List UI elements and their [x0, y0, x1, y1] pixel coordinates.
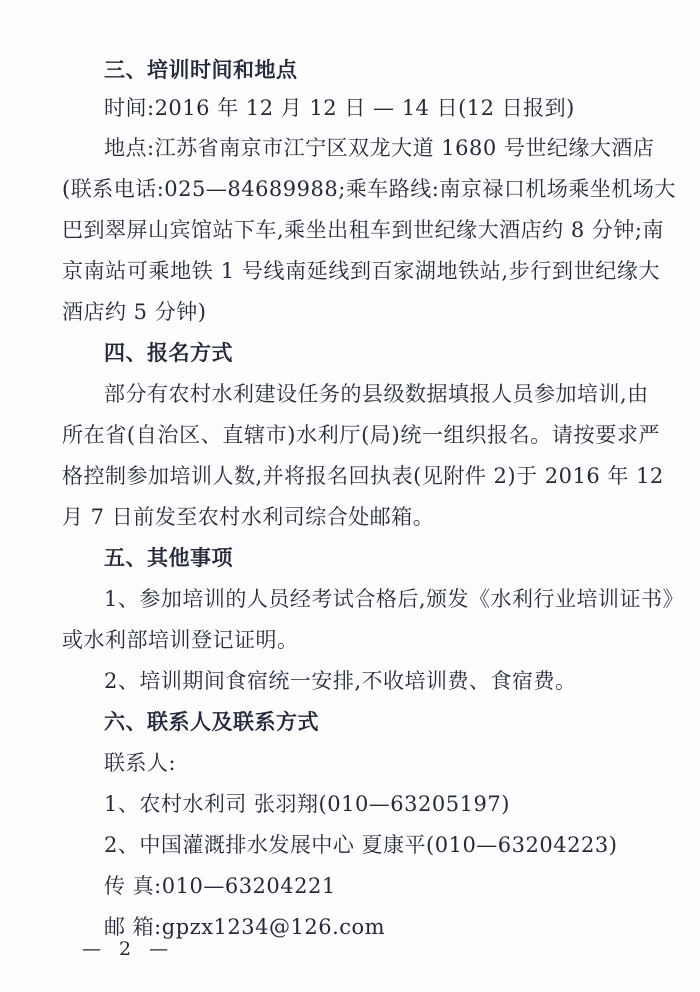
fax-number: 传 真:010—63204221 — [104, 874, 336, 898]
section-4-heading: 四、报名方式 — [104, 341, 233, 365]
contacts-label: 联系人: — [104, 751, 177, 775]
contact-1: 1、农村水利司 张羽翔(010—63205197) — [104, 792, 510, 816]
registration-line-3: 格控制参加培训人数,并将报名回执表(见附件 2)于 2016 年 12 — [62, 464, 664, 488]
page-number: — 2 — — [82, 938, 175, 960]
email-address: 邮 箱:gpzx1234@126.com — [104, 915, 386, 939]
training-location-line-2: (联系电话:025—84689988;乘车路线:南京禄口机场乘坐机场大 — [62, 177, 676, 201]
training-location-line-5: 酒店约 5 分钟) — [62, 300, 207, 324]
registration-line-2: 所在省(自治区、直辖市)水利厅(局)统一组织报名。请按要求严 — [62, 423, 660, 447]
training-location-line-4: 京南站可乘地铁 1 号线南延线到百家湖地铁站,步行到世纪缘大 — [62, 259, 660, 283]
other-item-1-line-2: 或水利部培训登记证明。 — [62, 628, 299, 652]
other-item-1-line-1: 1、参加培训的人员经考试合格后,颁发《水利行业培训证书》 — [104, 587, 685, 611]
other-item-2: 2、培训期间食宿统一安排,不收培训费、食宿费。 — [104, 669, 577, 693]
training-location-line-1: 地点:江苏省南京市江宁区双龙大道 1680 号世纪缘大酒店 — [104, 136, 655, 160]
registration-line-1: 部分有农村水利建设任务的县级数据填报人员参加培训,由 — [104, 382, 649, 406]
training-time: 时间:2016 年 12 月 12 日 — 14 日(12 日报到) — [104, 96, 575, 120]
training-location-line-3: 巴到翠屏山宾馆站下车,乘坐出租车到世纪缘大酒店约 8 分钟;南 — [62, 218, 664, 242]
section-3-heading: 三、培训时间和地点 — [104, 58, 298, 82]
registration-line-4: 月 7 日前发至农村水利司综合处邮箱。 — [62, 505, 435, 529]
section-6-heading: 六、联系人及联系方式 — [104, 710, 319, 734]
contact-2: 2、中国灌溉排水发展中心 夏康平(010—63204223) — [104, 833, 618, 857]
section-5-heading: 五、其他事项 — [104, 546, 233, 570]
